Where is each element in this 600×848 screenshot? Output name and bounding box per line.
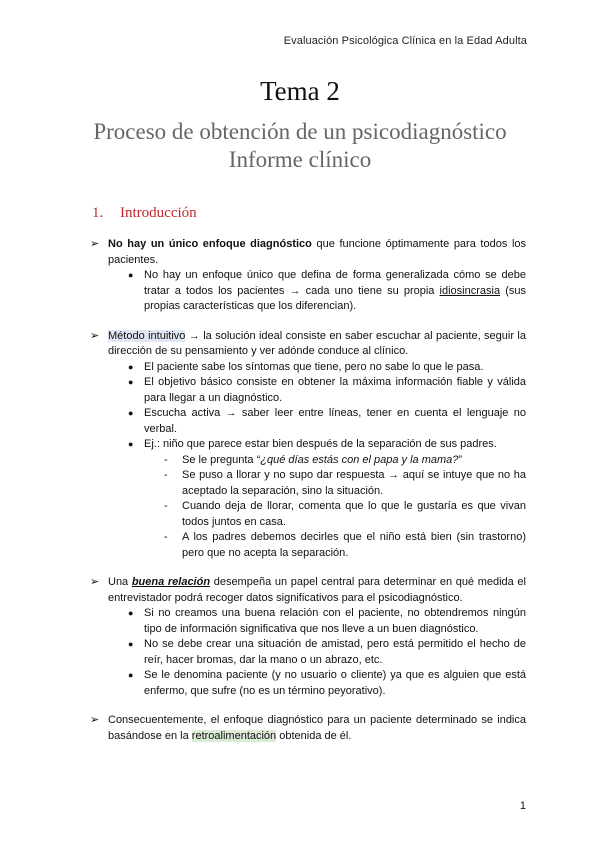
dot-bullet-icon: ● [128,670,134,680]
text-run: obtenida de él. [276,729,352,742]
bullet-item [90,575,526,699]
text-run: desempeña un papel central para determinar en qué medida el entrevistador podrá recoger datos significativos para el psicodiagnóstico. [108,576,526,604]
text-run: Se le pregunta “ [182,453,261,466]
list-item [128,375,526,406]
arrow-bullet-icon: ➢ [90,238,100,250]
highlighted-term: Método intuitivo [108,329,186,342]
text-run: (sus propias características que los diferencian). [144,284,526,312]
dot-bullet-icon: ● [128,639,134,649]
list-item [128,637,526,668]
dash-bullet-icon: - [164,531,168,543]
arrow-bullet-icon: ➢ [90,329,100,342]
italic-quote: ¿qué días estás con el papa y la mama? [260,453,459,466]
list-item [128,268,526,315]
bullet-text [108,237,526,268]
list-item [128,668,526,699]
text-run: No se debe crear una situación de amistad, pero está permitido el hecho de reír, hacer bromas, dar la mano o un abrazo, etc. [144,638,526,666]
list-item [128,606,526,637]
text-run: que funcione óptimamente para todos los pacientes. [108,238,526,266]
bold-italic-term: buena relación [131,576,211,588]
text-run: A los padres debemos decirles que el niño está bien (sin trastorno) pero que no acepta la separación. [182,531,526,559]
dash-item [164,530,526,561]
text-run: Cuando deja de llorar, comenta que lo que le gustaría es que vivan todos juntos en casa. [182,500,526,528]
text-run: Una [108,576,132,588]
text-run: No hay un enfoque único que defina de forma generalizada cómo se debe tratar a todos los pacientes → cada uno tiene su propia [144,269,526,297]
text-run: → la solución ideal consiste en saber escuchar al paciente, seguir la dirección de su pensamiento y ver adónde conduce al clínico. [108,329,526,357]
bullet-item [90,329,526,562]
arrow-bullet-icon: ➢ [90,714,100,726]
page-subtitle [0,118,600,174]
dash-item [164,499,526,530]
sub-list [108,268,526,315]
dot-bullet-icon: ● [128,408,134,418]
bullet-item [90,713,526,744]
bullet-text [108,329,526,360]
list-item [128,360,526,376]
text-run: Ej.: niño que parece estar bien después de la separación de sus padres. [144,438,497,450]
text-run: El objetivo básico consiste en obtener la máxima información fiable y válida para llegar a un diagnóstico. [144,376,526,404]
dash-item [164,468,526,499]
document-body [90,237,526,758]
dot-bullet-icon: ● [128,361,134,372]
text-run: Se le denomina paciente (y no usuario o cliente) ya que es alguien que está enfermo, que sufre (no es un término peyorativo). [144,669,526,697]
section-title: Introducción [120,205,197,221]
text-run: Si no creamos una buena relación con el paciente, no obtendremos ningún tipo de información significativa que nos lleve a un buen diagnóstico. [144,607,526,635]
dash-bullet-icon: - [164,453,168,466]
highlighted-term: retroalimentación [191,729,277,742]
dot-bullet-icon: ● [128,270,134,280]
text-run: ” [458,453,463,466]
running-header: Evaluación Psicológica Clínica en la Edad Adulta [283,35,527,47]
text-run: Escucha activa → saber leer entre líneas, tener en cuenta el lenguaje no verbal. [144,407,526,435]
arrow-bullet-icon: ➢ [90,576,100,588]
section-heading [92,205,197,222]
dot-bullet-icon: ● [128,377,134,387]
subtitle-line-2: Informe clínico [228,147,372,172]
bullet-item [90,237,526,315]
dash-list [144,453,526,562]
text-run: Se puso a llorar y no supo dar respuesta → aquí se intuye que no ha aceptado la separación, sino la situación. [182,469,526,497]
page-number: 1 [519,800,526,812]
underlined-term: idiosincrasia [439,284,501,297]
bullet-text [108,575,526,606]
sub-list [108,360,526,562]
bullet-text [108,713,526,744]
dot-bullet-icon: ● [128,608,134,618]
dash-bullet-icon: - [164,500,168,512]
dash-item [164,453,526,469]
bold-phrase: No hay un único enfoque diagnóstico [108,238,312,250]
text-run: El paciente sabe los síntomas que tiene, pero no sabe lo que le pasa. [144,360,484,373]
list-item [128,406,526,437]
section-number: 1. [92,205,104,221]
dash-bullet-icon: - [164,469,168,481]
sub-list [108,606,526,699]
list-item [128,437,526,561]
text-run: Consecuentemente, el enfoque diagnóstico para un paciente determinado se indica basándose en la [108,714,526,742]
dot-bullet-icon: ● [128,439,134,449]
page-title: Tema 2 [260,76,340,106]
subtitle-line-1: Proceso de obtención de un psicodiagnóstico [93,119,507,144]
